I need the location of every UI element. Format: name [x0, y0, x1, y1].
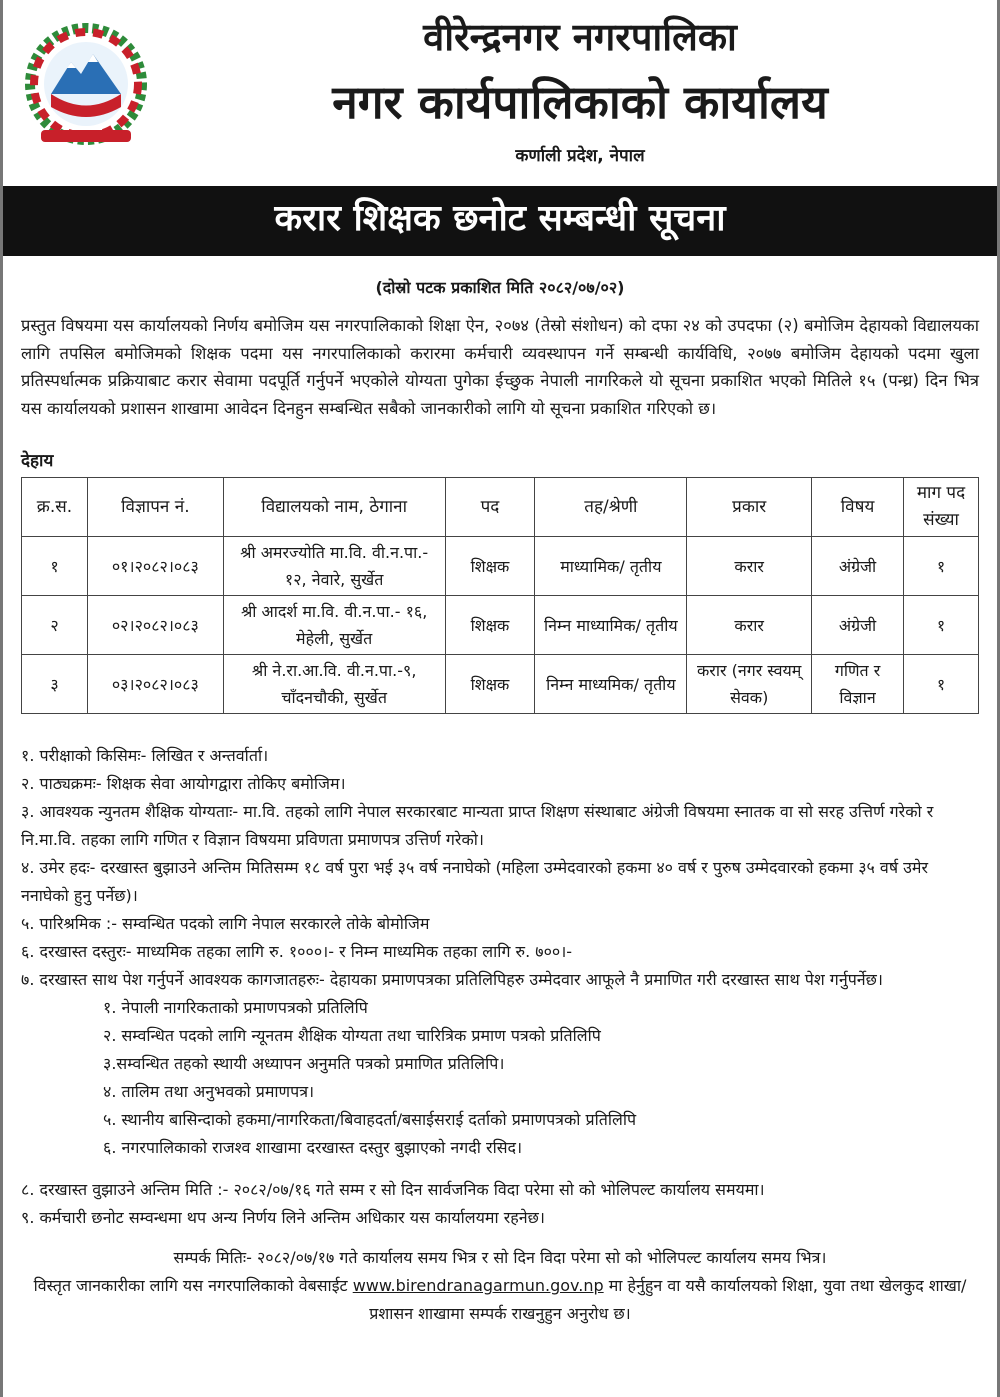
table-cell: शिक्षक — [445, 537, 535, 596]
document-item: १. नेपाली नागरिकताको प्रमाणपत्रको प्रतिलिपि — [103, 998, 368, 1017]
table-cell: २ — [22, 596, 88, 655]
column-header: क्र.स. — [22, 478, 88, 537]
table-cell: शिक्षक — [445, 655, 535, 714]
column-header: माग पद संख्या — [904, 478, 979, 537]
contact-text: मा हेर्नुहुन वा यसै कार्यालयको शिक्षा, युवा तथा खेलकुद शाखा/प्रशासन शाखामा सम्पर्क राखनुहुन अनुरोध छ। — [369, 1276, 967, 1323]
note-item: ८. दरखास्त वुझाउने अन्तिम मिति :- २०८२/०७/१६ गते सम्म र सो दिन सार्वजनिक विदा परेमा सो को भोलिपल्ट कार्यालय समयमा। — [21, 1180, 765, 1199]
notes — [21, 742, 979, 1232]
document-item: ३.सम्वन्धित तहको स्थायी अध्यापन अनुमति पत्रको प्रमाणित प्रतिलिपि। — [103, 1054, 505, 1073]
document-item: ६. नगरपालिकाको राजश्व शाखामा दरखास्त दस्तुर बुझाएको नगदी रसिद। — [103, 1138, 523, 1157]
table-cell: गणित र विज्ञान — [812, 655, 904, 714]
table-cell: श्री ने.रा.आ.वि. वी.न.पा.-९, चाँदनचौकी, सुर्खेत — [223, 655, 445, 714]
column-header: विद्यालयको नाम, ठेगाना — [223, 478, 445, 537]
table-cell: १ — [904, 655, 979, 714]
table-header — [22, 478, 979, 537]
table-cell: १ — [904, 537, 979, 596]
note-item: ६. दरखास्त दस्तुरः- माध्यमिक तहका लागि रु. १०००।- र निम्न माध्यमिक तहका लागि रु. ७००।- — [21, 942, 573, 961]
publish-date: (दोस्रो पटक प्रकाशित मिति २०८२/०७/०२) — [375, 278, 625, 297]
note-item: ४. उमेर हदः- दरखास्त बुझाउने अन्तिम मितिसम्म १८ वर्ष पुरा भई ३५ वर्ष ननाघेको (महिला उम्मेदवारको हकमा ४० वर्ष र पुरुष उम्मेदवारको हकमा ३५ वर्ष उमेर ननाघेको हुनु पर्नेछ)। — [21, 858, 929, 905]
table-cell: श्री अमरज्योति मा.वि. वी.न.पा.- १२, नेवारे, सुर्खेत — [223, 537, 445, 596]
website-link[interactable]: www.birendranagarmun.gov.np — [352, 1276, 604, 1295]
document-item: ४. तालिम तथा अनुभवको प्रमाणपत्र। — [103, 1082, 315, 1101]
document-item: २. सम्वन्धित पदको लागि न्यूनतम शैक्षिक योग्यता तथा चारित्रिक प्रमाण पत्रको प्रतिलिपि — [103, 1026, 601, 1045]
table-row — [22, 537, 979, 596]
table-row — [22, 655, 979, 714]
note-item: ३. आवश्यक न्युनतम शैक्षिक योग्यताः- मा.वि. तहको लागि नेपाल सरकारबाट मान्यता प्राप्त शिक्षण संस्थाबाट अंग्रेजी विषयमा स्नातक वा सो सरह उत्तिर्ण गरेको र नि.मा.वि. तहका लागि गणित र विज्ञान विषयमा प्रविणता प्रमाणपत्र उत्तिर्ण गरेको। — [21, 802, 934, 849]
table-cell: करार — [687, 537, 812, 596]
table-cell: शिक्षक — [445, 596, 535, 655]
municipality-logo — [21, 22, 151, 152]
note-item: २. पाठ्यक्रमः- शिक्षक सेवा आयोगद्वारा तोकिए बमोजिम। — [21, 774, 346, 793]
table-cell: ०३।२०८२।०८३ — [87, 655, 223, 714]
note-item: ९. कर्मचारी छनोट सम्वन्धमा थप अन्य निर्णय लिने अन्तिम अधिकार यस कार्यालयमा रहनेछ। — [21, 1208, 545, 1227]
table-cell: ०२।२०८२।०८३ — [87, 596, 223, 655]
document-item: ५. स्थानीय बासिन्दाको हकमा/नागरिकता/बिवाहदर्ता/बसाईसराई दर्ताको प्रमाणपत्रको प्रतिलिपि — [103, 1110, 637, 1129]
note-item: १. परीक्षाको किसिमः- लिखित र अन्तर्वार्ता। — [21, 746, 269, 765]
notice-title: करार शिक्षक छनोट सम्बन्धी सूचना — [3, 186, 997, 256]
column-header: पद — [445, 478, 535, 537]
table-cell: अंग्रेजी — [812, 537, 904, 596]
table-cell: श्री आदर्श मा.वि. वी.न.पा.- १६, मेहेली, सुर्खेत — [223, 596, 445, 655]
table-cell: ३ — [22, 655, 88, 714]
table-cell: करार — [687, 596, 812, 655]
table-cell: माध्यामिक/ तृतीय — [535, 537, 687, 596]
note-item: ७. दरखास्त साथ पेश गर्नुपर्ने आवश्यक कागजातहरुः- देहायका प्रमाणपत्रका प्रतिलिपिहरु उम्मेदवार आफूले नै प्रमाणित गरी दरखास्त साथ पेश गर्नुपर्नेछ। — [21, 970, 883, 989]
table-cell: निम्न माध्यमिक/ तृतीय — [535, 655, 687, 714]
letterhead — [3, 0, 997, 186]
table-cell: निम्न माध्यामिक/ तृतीय — [535, 596, 687, 655]
column-header: विज्ञापन नं. — [87, 478, 223, 537]
contact-info — [21, 1244, 979, 1328]
table-cell: १ — [904, 596, 979, 655]
column-header: विषय — [812, 478, 904, 537]
org-name: वीरेन्द्रनगर नगरपालिका — [423, 15, 737, 59]
table-cell: १ — [22, 537, 88, 596]
contact-text: विस्तृत जानकारीका लागि यस नगरपालिकाको वेबसाईट — [33, 1276, 353, 1295]
table-cell: ०१।२०८२।०८३ — [87, 537, 223, 596]
column-header: प्रकार — [687, 478, 812, 537]
table-cell: अंग्रेजी — [812, 596, 904, 655]
intro-paragraph: प्रस्तुत विषयमा यस कार्यालयको निर्णय बमोजिम यस नगरपालिकाको शिक्षा ऐन, २०७४ (तेस्रो संशोधन) को दफा २४ को उपदफा (२) बमोजिम देहायको विद्यालयका लागि तपसिल बमोजिमको शिक्षक पदमा यस नगरपालिकाको करारमा कर्मचारी व्यवस्थापन गर्ने सम्बन्धी कार्यविधि, २०७७ बमोजिम देहायको पदमा खुला प्रतिस्पर्धात्मक प्रक्रियाबाट करार सेवामा पदपूर्ति गर्नुपर्ने भएकोले योग्यता पुगेका ईच्छुक नेपाली नागरिकले यो सूचना प्रकाशित भएको मितिले १५ (पन्ध्र) दिन भित्र यस कार्यालयको प्रशासन शाखामा आवेदन दिनहुन सम्बन्धित सबैको जानकारीको लागि यो सूचना प्रकाशित गरिएको छ। — [21, 316, 979, 418]
vacancy-table — [21, 477, 979, 714]
contact-date: सम्पर्क मितिः- २०८२/०७/१७ गते कार्यालय समय भित्र र सो दिन विदा परेमा सो को भोलिपल्ट कार्यालय समय भित्र। — [173, 1248, 827, 1267]
column-header: तह/श्रेणी — [535, 478, 687, 537]
table-label: देहाय — [21, 451, 54, 471]
table-cell: करार (नगर स्वयम् सेवक) — [687, 655, 812, 714]
note-item: ५. पारिश्रमिक :- सम्वन्धित पदको लागि नेपाल सरकारले तोके बोमोजिम — [21, 914, 430, 933]
province: कर्णाली प्रदेश, नेपाल — [515, 146, 645, 166]
office-name: नगर कार्यपालिकाको कार्यालय — [332, 75, 828, 129]
table-row — [22, 596, 979, 655]
